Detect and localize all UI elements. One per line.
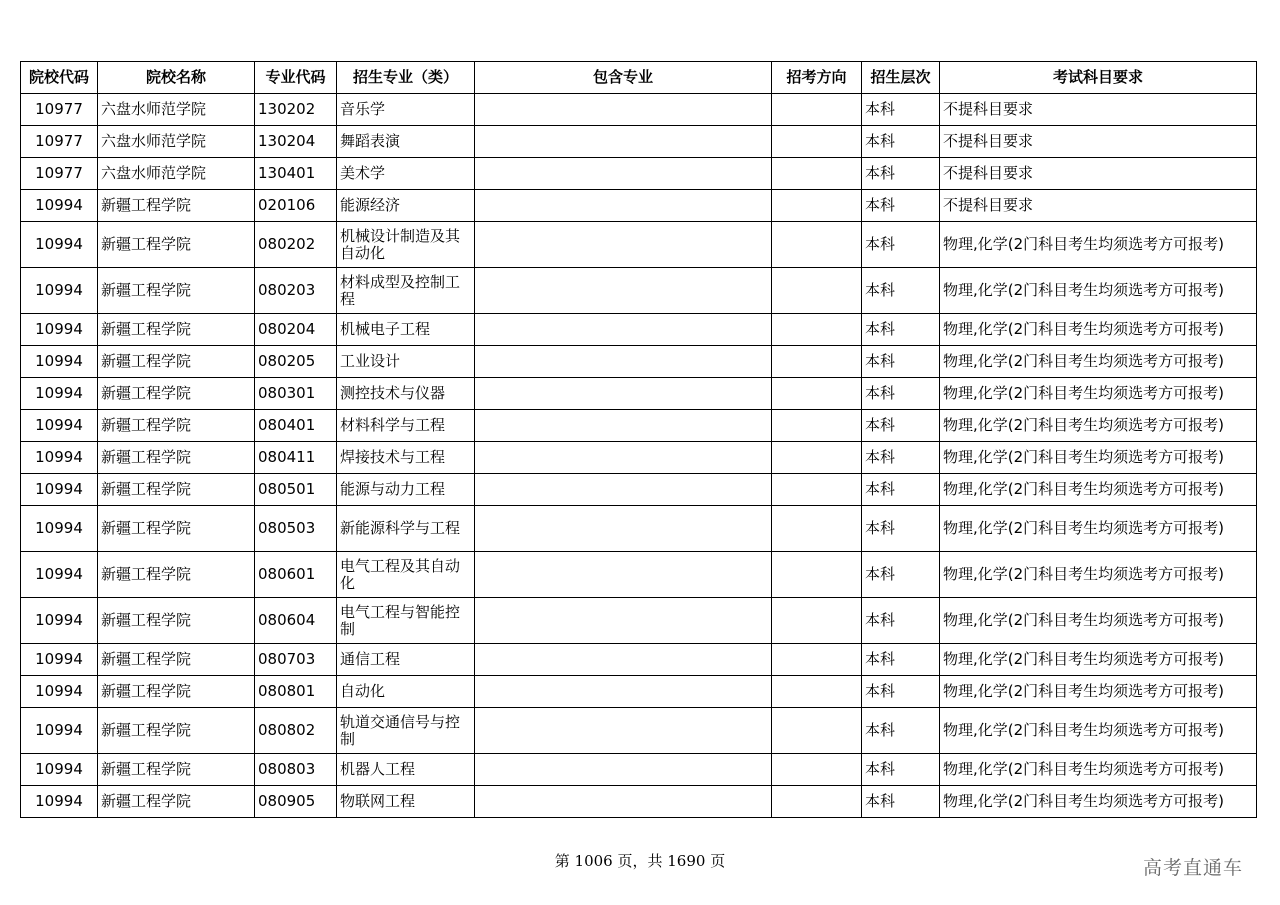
cell-requirement: 物理,化学(2门科目考生均须选考方可报考) bbox=[940, 754, 1257, 786]
table-row bbox=[21, 644, 1257, 676]
cell-level: 本科 bbox=[862, 158, 940, 190]
cell-level: 本科 bbox=[862, 598, 940, 644]
table-row bbox=[21, 754, 1257, 786]
cell-major: 机械电子工程 bbox=[337, 314, 475, 346]
cell-level: 本科 bbox=[862, 222, 940, 268]
cell-major-code: 080601 bbox=[255, 552, 337, 598]
cell-major: 物联网工程 bbox=[337, 786, 475, 818]
cell-school-code: 10977 bbox=[21, 94, 98, 126]
cell-major-code: 080604 bbox=[255, 598, 337, 644]
cell-includes bbox=[475, 314, 772, 346]
cell-major: 电气工程及其自动化 bbox=[337, 552, 475, 598]
table-row bbox=[21, 346, 1257, 378]
cell-school-code: 10994 bbox=[21, 644, 98, 676]
cell-direction bbox=[772, 474, 862, 506]
cell-school-name: 新疆工程学院 bbox=[98, 190, 255, 222]
cell-school-code: 10994 bbox=[21, 346, 98, 378]
cell-includes bbox=[475, 410, 772, 442]
cell-major-code: 080301 bbox=[255, 378, 337, 410]
cell-school-code: 10994 bbox=[21, 314, 98, 346]
cell-direction bbox=[772, 708, 862, 754]
cell-school-name: 新疆工程学院 bbox=[98, 676, 255, 708]
cell-major: 自动化 bbox=[337, 676, 475, 708]
cell-direction bbox=[772, 314, 862, 346]
cell-school-code: 10977 bbox=[21, 126, 98, 158]
header-level: 招生层次 bbox=[862, 62, 940, 94]
table-row bbox=[21, 506, 1257, 552]
cell-school-name: 新疆工程学院 bbox=[98, 754, 255, 786]
cell-school-name: 新疆工程学院 bbox=[98, 378, 255, 410]
cell-direction bbox=[772, 676, 862, 708]
table-row bbox=[21, 410, 1257, 442]
cell-direction bbox=[772, 506, 862, 552]
cell-school-name: 六盘水师范学院 bbox=[98, 158, 255, 190]
cell-major-code: 080202 bbox=[255, 222, 337, 268]
cell-level: 本科 bbox=[862, 314, 940, 346]
cell-major-code: 080801 bbox=[255, 676, 337, 708]
cell-requirement: 物理,化学(2门科目考生均须选考方可报考) bbox=[940, 442, 1257, 474]
cell-requirement: 物理,化学(2门科目考生均须选考方可报考) bbox=[940, 676, 1257, 708]
cell-major-code: 080205 bbox=[255, 346, 337, 378]
table-row bbox=[21, 94, 1257, 126]
cell-major: 焊接技术与工程 bbox=[337, 442, 475, 474]
cell-level: 本科 bbox=[862, 94, 940, 126]
table-row bbox=[21, 552, 1257, 598]
cell-major: 材料科学与工程 bbox=[337, 410, 475, 442]
cell-direction bbox=[772, 442, 862, 474]
cell-requirement: 物理,化学(2门科目考生均须选考方可报考) bbox=[940, 506, 1257, 552]
cell-school-name: 新疆工程学院 bbox=[98, 552, 255, 598]
cell-school-name: 新疆工程学院 bbox=[98, 598, 255, 644]
cell-school-code: 10994 bbox=[21, 474, 98, 506]
cell-major: 材料成型及控制工程 bbox=[337, 268, 475, 314]
cell-requirement: 物理,化学(2门科目考生均须选考方可报考) bbox=[940, 786, 1257, 818]
cell-school-code: 10994 bbox=[21, 378, 98, 410]
table-row bbox=[21, 708, 1257, 754]
cell-includes bbox=[475, 442, 772, 474]
cell-includes bbox=[475, 158, 772, 190]
cell-school-code: 10994 bbox=[21, 506, 98, 552]
cell-major: 机械设计制造及其自动化 bbox=[337, 222, 475, 268]
cell-major-code: 080501 bbox=[255, 474, 337, 506]
cell-requirement: 物理,化学(2门科目考生均须选考方可报考) bbox=[940, 644, 1257, 676]
cell-direction bbox=[772, 644, 862, 676]
cell-requirement: 物理,化学(2门科目考生均须选考方可报考) bbox=[940, 268, 1257, 314]
cell-includes bbox=[475, 644, 772, 676]
watermark: 高考直通车 bbox=[1143, 857, 1244, 879]
cell-requirement: 物理,化学(2门科目考生均须选考方可报考) bbox=[940, 474, 1257, 506]
cell-includes bbox=[475, 126, 772, 158]
header-school-code: 院校代码 bbox=[21, 62, 98, 94]
cell-school-name: 新疆工程学院 bbox=[98, 506, 255, 552]
cell-direction bbox=[772, 786, 862, 818]
cell-major: 机器人工程 bbox=[337, 754, 475, 786]
cell-includes bbox=[475, 222, 772, 268]
cell-major: 音乐学 bbox=[337, 94, 475, 126]
cell-school-code: 10994 bbox=[21, 786, 98, 818]
cell-level: 本科 bbox=[862, 378, 940, 410]
cell-major-code: 130401 bbox=[255, 158, 337, 190]
cell-major-code: 080203 bbox=[255, 268, 337, 314]
cell-level: 本科 bbox=[862, 442, 940, 474]
cell-major-code: 130202 bbox=[255, 94, 337, 126]
table-row bbox=[21, 676, 1257, 708]
header-major-code: 专业代码 bbox=[255, 62, 337, 94]
header-direction: 招考方向 bbox=[772, 62, 862, 94]
cell-requirement: 物理,化学(2门科目考生均须选考方可报考) bbox=[940, 378, 1257, 410]
cell-direction bbox=[772, 598, 862, 644]
cell-level: 本科 bbox=[862, 506, 940, 552]
table-row bbox=[21, 190, 1257, 222]
cell-requirement: 物理,化学(2门科目考生均须选考方可报考) bbox=[940, 346, 1257, 378]
cell-includes bbox=[475, 346, 772, 378]
cell-requirement: 物理,化学(2门科目考生均须选考方可报考) bbox=[940, 410, 1257, 442]
table-row bbox=[21, 268, 1257, 314]
cell-level: 本科 bbox=[862, 346, 940, 378]
cell-direction bbox=[772, 754, 862, 786]
cell-school-code: 10994 bbox=[21, 754, 98, 786]
cell-requirement: 不提科目要求 bbox=[940, 94, 1257, 126]
cell-direction bbox=[772, 158, 862, 190]
cell-requirement: 物理,化学(2门科目考生均须选考方可报考) bbox=[940, 598, 1257, 644]
cell-school-code: 10994 bbox=[21, 598, 98, 644]
cell-direction bbox=[772, 94, 862, 126]
cell-includes bbox=[475, 676, 772, 708]
cell-level: 本科 bbox=[862, 268, 940, 314]
header-school-name: 院校名称 bbox=[98, 62, 255, 94]
cell-level: 本科 bbox=[862, 410, 940, 442]
table-row bbox=[21, 222, 1257, 268]
cell-direction bbox=[772, 190, 862, 222]
cell-level: 本科 bbox=[862, 708, 940, 754]
table-row bbox=[21, 474, 1257, 506]
cell-major-code: 080905 bbox=[255, 786, 337, 818]
cell-school-name: 新疆工程学院 bbox=[98, 786, 255, 818]
cell-direction bbox=[772, 222, 862, 268]
cell-major: 轨道交通信号与控制 bbox=[337, 708, 475, 754]
cell-school-name: 六盘水师范学院 bbox=[98, 94, 255, 126]
cell-includes bbox=[475, 754, 772, 786]
cell-school-code: 10994 bbox=[21, 410, 98, 442]
cell-school-name: 新疆工程学院 bbox=[98, 410, 255, 442]
cell-major-code: 080802 bbox=[255, 708, 337, 754]
cell-school-name: 六盘水师范学院 bbox=[98, 126, 255, 158]
header-major: 招生专业（类） bbox=[337, 62, 475, 94]
enrollment-table bbox=[20, 61, 1257, 818]
cell-major-code: 130204 bbox=[255, 126, 337, 158]
cell-requirement: 物理,化学(2门科目考生均须选考方可报考) bbox=[940, 314, 1257, 346]
cell-school-code: 10994 bbox=[21, 268, 98, 314]
cell-school-code: 10977 bbox=[21, 158, 98, 190]
cell-school-code: 10994 bbox=[21, 676, 98, 708]
cell-major: 通信工程 bbox=[337, 644, 475, 676]
header-includes: 包含专业 bbox=[475, 62, 772, 94]
cell-direction bbox=[772, 552, 862, 598]
cell-school-code: 10994 bbox=[21, 708, 98, 754]
cell-major: 电气工程与智能控制 bbox=[337, 598, 475, 644]
cell-major: 新能源科学与工程 bbox=[337, 506, 475, 552]
cell-major: 美术学 bbox=[337, 158, 475, 190]
cell-includes bbox=[475, 708, 772, 754]
cell-includes bbox=[475, 598, 772, 644]
cell-requirement: 不提科目要求 bbox=[940, 158, 1257, 190]
cell-direction bbox=[772, 410, 862, 442]
table-row bbox=[21, 158, 1257, 190]
cell-school-code: 10994 bbox=[21, 190, 98, 222]
cell-school-name: 新疆工程学院 bbox=[98, 222, 255, 268]
cell-school-name: 新疆工程学院 bbox=[98, 442, 255, 474]
cell-major: 能源与动力工程 bbox=[337, 474, 475, 506]
cell-level: 本科 bbox=[862, 474, 940, 506]
cell-level: 本科 bbox=[862, 190, 940, 222]
cell-major-code: 020106 bbox=[255, 190, 337, 222]
cell-direction bbox=[772, 268, 862, 314]
cell-school-name: 新疆工程学院 bbox=[98, 474, 255, 506]
cell-includes bbox=[475, 190, 772, 222]
cell-includes bbox=[475, 94, 772, 126]
cell-major: 工业设计 bbox=[337, 346, 475, 378]
table-header-row bbox=[21, 62, 1257, 94]
cell-school-name: 新疆工程学院 bbox=[98, 708, 255, 754]
cell-school-name: 新疆工程学院 bbox=[98, 314, 255, 346]
cell-major-code: 080411 bbox=[255, 442, 337, 474]
cell-level: 本科 bbox=[862, 126, 940, 158]
cell-includes bbox=[475, 378, 772, 410]
cell-direction bbox=[772, 126, 862, 158]
cell-major: 测控技术与仪器 bbox=[337, 378, 475, 410]
cell-level: 本科 bbox=[862, 754, 940, 786]
cell-school-name: 新疆工程学院 bbox=[98, 268, 255, 314]
cell-school-name: 新疆工程学院 bbox=[98, 644, 255, 676]
cell-school-code: 10994 bbox=[21, 222, 98, 268]
cell-requirement: 不提科目要求 bbox=[940, 190, 1257, 222]
table-row bbox=[21, 598, 1257, 644]
cell-requirement: 物理,化学(2门科目考生均须选考方可报考) bbox=[940, 708, 1257, 754]
cell-major: 舞蹈表演 bbox=[337, 126, 475, 158]
page-number: 第 1006 页，共 1690 页 bbox=[554, 852, 726, 870]
cell-major-code: 080503 bbox=[255, 506, 337, 552]
cell-level: 本科 bbox=[862, 786, 940, 818]
table-row bbox=[21, 442, 1257, 474]
cell-level: 本科 bbox=[862, 676, 940, 708]
cell-major-code: 080703 bbox=[255, 644, 337, 676]
cell-requirement: 物理,化学(2门科目考生均须选考方可报考) bbox=[940, 552, 1257, 598]
cell-includes bbox=[475, 786, 772, 818]
cell-direction bbox=[772, 378, 862, 410]
cell-direction bbox=[772, 346, 862, 378]
table-row bbox=[21, 786, 1257, 818]
cell-includes bbox=[475, 474, 772, 506]
cell-school-code: 10994 bbox=[21, 552, 98, 598]
table-row bbox=[21, 378, 1257, 410]
table-row bbox=[21, 126, 1257, 158]
cell-includes bbox=[475, 268, 772, 314]
cell-major-code: 080803 bbox=[255, 754, 337, 786]
cell-school-name: 新疆工程学院 bbox=[98, 346, 255, 378]
cell-major-code: 080401 bbox=[255, 410, 337, 442]
cell-major: 能源经济 bbox=[337, 190, 475, 222]
cell-major-code: 080204 bbox=[255, 314, 337, 346]
cell-requirement: 物理,化学(2门科目考生均须选考方可报考) bbox=[940, 222, 1257, 268]
table-body bbox=[21, 94, 1257, 818]
cell-level: 本科 bbox=[862, 644, 940, 676]
cell-includes bbox=[475, 506, 772, 552]
cell-school-code: 10994 bbox=[21, 442, 98, 474]
cell-requirement: 不提科目要求 bbox=[940, 126, 1257, 158]
header-requirement: 考试科目要求 bbox=[940, 62, 1257, 94]
cell-includes bbox=[475, 552, 772, 598]
cell-level: 本科 bbox=[862, 552, 940, 598]
table-row bbox=[21, 314, 1257, 346]
